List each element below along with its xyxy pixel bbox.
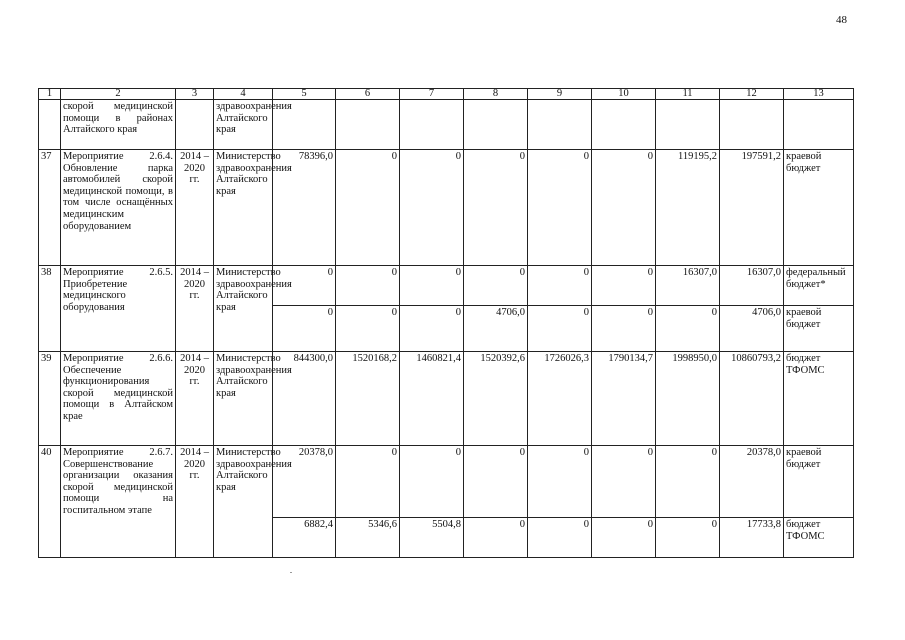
row-number: 37 [39,150,61,266]
col-header: 7 [400,89,464,100]
value-cell: 0 [528,518,592,558]
value-cell: 0 [656,518,720,558]
value-cell: 0 [528,150,592,266]
value-cell: 0 [464,446,528,518]
value-cell: 1726026,3 [528,352,592,446]
col-header: 1 [39,89,61,100]
funding-source: краевой бюджет [784,150,854,266]
value-cell: 17733,8 [720,518,784,558]
value-cell: 0 [528,446,592,518]
value-cell: 4706,0 [464,306,528,352]
row-number: 40 [39,446,61,558]
value-cell: 20378,0 [273,446,336,518]
header-row [39,89,854,100]
executor: Министерство здравоохранения Алтайского края [214,150,273,266]
value-cell: 4706,0 [720,306,784,352]
value-cell: 1520392,6 [464,352,528,446]
value-cell: 0 [400,446,464,518]
continuation-row [39,100,854,150]
col-header: 5 [273,89,336,100]
col-header: 9 [528,89,592,100]
value-cell: 0 [592,518,656,558]
value-cell: 20378,0 [720,446,784,518]
value-cell: 0 [336,306,400,352]
executor: Министерство здравоохранения Алтайского края [214,446,273,558]
col-header: 10 [592,89,656,100]
value-cell: 5504,8 [400,518,464,558]
budget-table [38,88,854,558]
funding-source: федеральный бюджет* [784,266,854,306]
value-cell: 1520168,2 [336,352,400,446]
value-cell: 5346,6 [336,518,400,558]
funding-source: краевой бюджет [784,306,854,352]
executor: Министерство здравоохранения Алтайского края [214,266,273,352]
value-cell: 6882,4 [273,518,336,558]
funding-source: бюджет ТФОМС [784,518,854,558]
period: 2014 – 2020 гг. [176,266,214,352]
value-cell: 119195,2 [656,150,720,266]
measure-name: Мероприятие 2.6.5. Приобретение медицинского оборудования [61,266,176,352]
value-cell: 0 [464,266,528,306]
page-number: 48 [836,14,847,26]
col-header: 11 [656,89,720,100]
value-cell: 844300,0 [273,352,336,446]
table-row [39,266,854,306]
table-row [39,352,854,446]
value-cell: 0 [400,150,464,266]
value-cell: 78396,0 [273,150,336,266]
period: 2014 – 2020 гг. [176,150,214,266]
value-cell: 0 [592,446,656,518]
value-cell: 1998950,0 [656,352,720,446]
col-header: 6 [336,89,400,100]
funding-source: краевой бюджет [784,446,854,518]
value-cell: 0 [273,266,336,306]
col-header: 3 [176,89,214,100]
value-cell: 1460821,4 [400,352,464,446]
col-header: 12 [720,89,784,100]
value-cell: 0 [592,306,656,352]
value-cell: 16307,0 [656,266,720,306]
period: 2014 – 2020 гг. [176,446,214,558]
value-cell: 0 [528,266,592,306]
value-cell: 197591,2 [720,150,784,266]
value-cell: 0 [656,446,720,518]
value-cell: 10860793,2 [720,352,784,446]
measure-name: Мероприятие 2.6.4. Обновление парка автомобилей скорой медицинской помощи, в том числе оснащённых медицинским оборудованием [61,150,176,266]
row-number: 38 [39,266,61,352]
value-cell: 0 [336,150,400,266]
value-cell: 0 [273,306,336,352]
row-number: 39 [39,352,61,446]
col-header: 13 [784,89,854,100]
value-cell: 0 [592,150,656,266]
col-header: 4 [214,89,273,100]
table-row [39,446,854,518]
measure-name: Мероприятие 2.6.7. Совершенствование организации оказания скорой медицинской помощи на госпитальном этапе [61,446,176,558]
value-cell: 0 [336,266,400,306]
row-number [39,100,61,150]
value-cell: 0 [400,306,464,352]
period [176,100,214,150]
value-cell: 0 [464,150,528,266]
value-cell: 0 [400,266,464,306]
table-row [39,150,854,266]
value-cell: 1790134,7 [592,352,656,446]
col-header: 8 [464,89,528,100]
period: 2014 – 2020 гг. [176,352,214,446]
executor: здравоохранения Алтайского края [214,100,273,150]
executor: Министерство здравоохранения Алтайского края [214,352,273,446]
funding-source: бюджет ТФОМС [784,352,854,446]
value-cell: 0 [592,266,656,306]
value-cell: 0 [656,306,720,352]
measure-name: скорой медицинской помощи в районах Алтайского края [61,100,176,150]
measure-name: Мероприятие 2.6.6. Обеспечение функционирования скорой медицинской помощи в Алтайском крае [61,352,176,446]
value-cell: 0 [336,446,400,518]
col-header: 2 [61,89,176,100]
value-cell: 16307,0 [720,266,784,306]
value-cell: 0 [464,518,528,558]
value-cell: 0 [528,306,592,352]
